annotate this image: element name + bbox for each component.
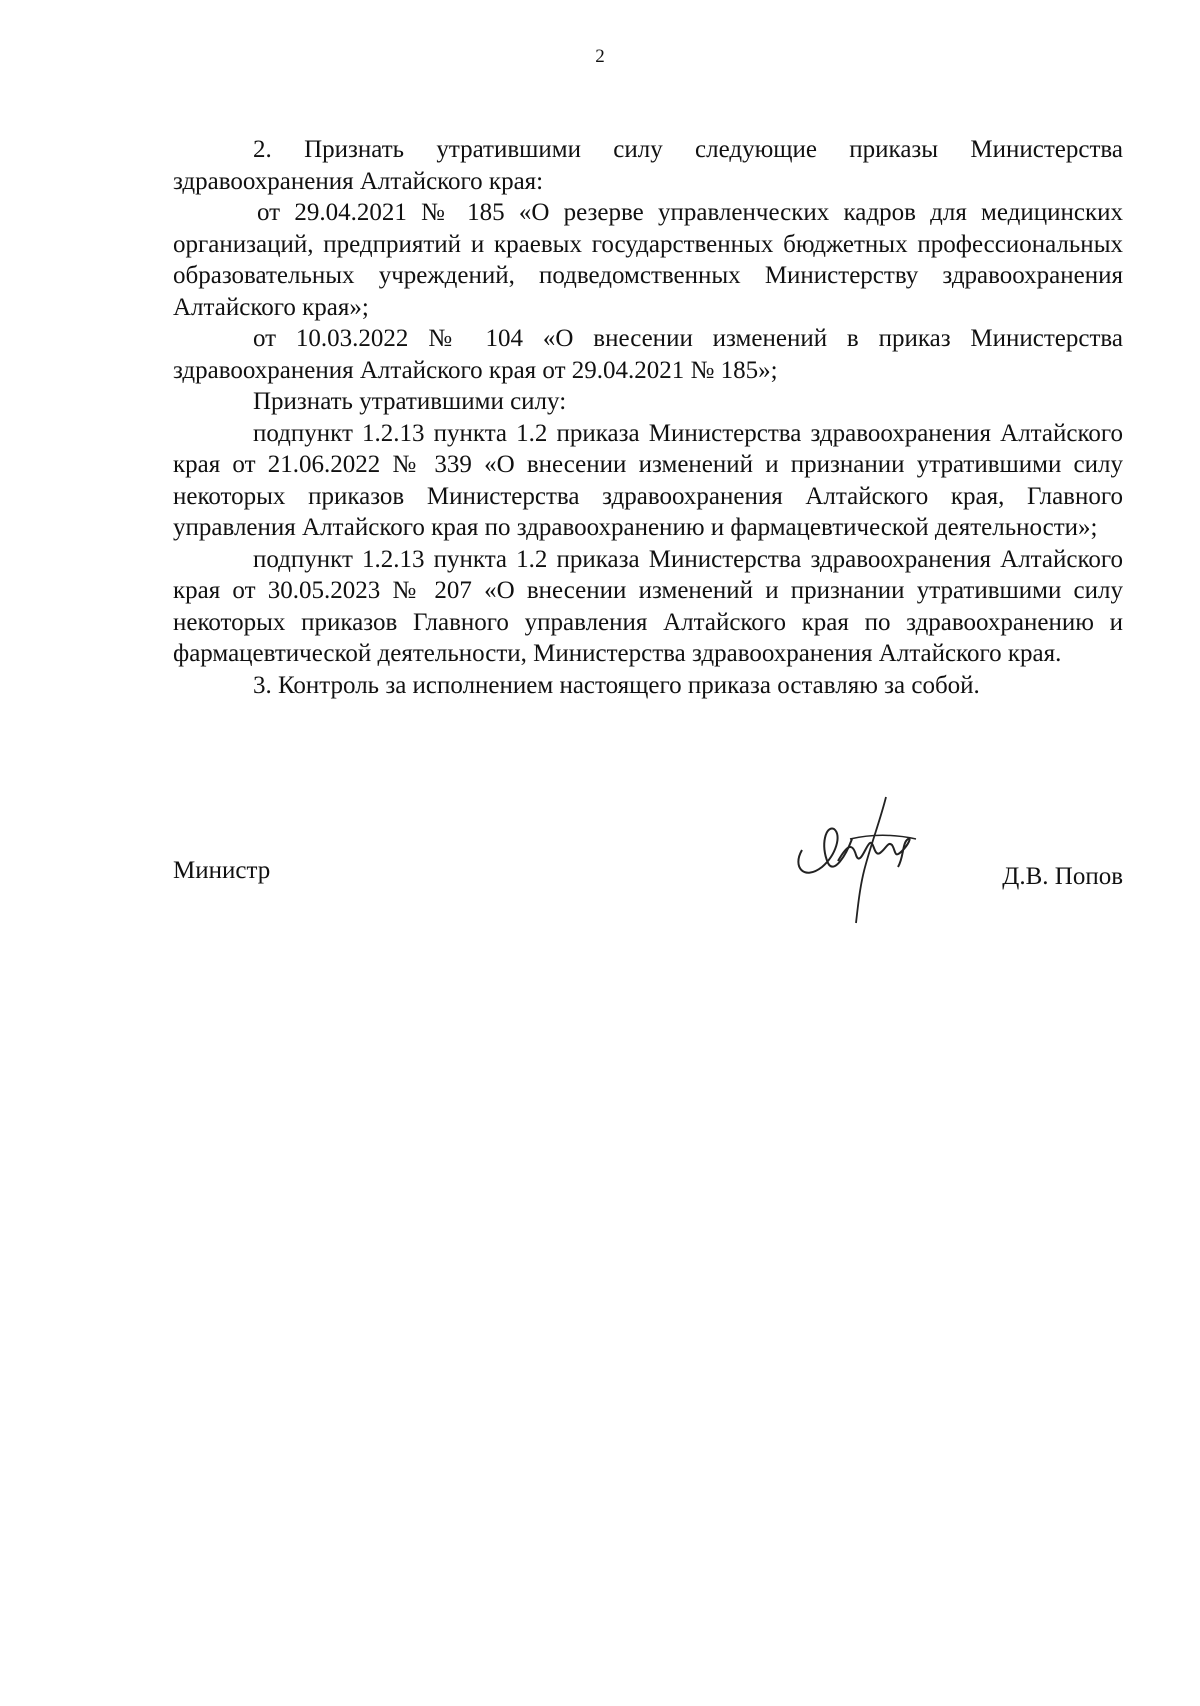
- paragraph-item-2: 2. Признать утратившими силу следующие приказы Министерства здравоохранения Алтайского края:: [173, 136, 1123, 195]
- signer-position: Министр: [173, 857, 271, 884]
- paragraph-repeal-intro: Признать утратившими силу:: [253, 388, 567, 415]
- paragraph-subitem-339: подпункт 1.2.13 пункта 1.2 приказа Министерства здравоохранения Алтайского края от 21.06.2022 № 339 «О внесении изменений и признании утратившими силу некоторых приказов Министерства здравоохранения Алтайского края, Главного управления Алтайского края по здравоохранению и фармацевтической деятельности»;: [173, 419, 1123, 541]
- paragraph-item-3: 3. Контроль за исполнением настоящего приказа оставляю за собой.: [253, 671, 980, 699]
- document-body: [173, 134, 1123, 701]
- paragraph-order-104: от 10.03.2022 № 104 «О внесении изменений в приказ Министерства здравоохранения Алтайского края от 29.04.2021 № 185»;: [173, 325, 1123, 384]
- page-number: 2: [595, 46, 605, 67]
- paragraph-order-185: от 29.04.2021 № 185 «О резерве управленческих кадров для медицинских организаций, предприятий и краевых государственных бюджетных профессиональных образовательных учреждений, подведомственных Министерству здравоохранения Алтайского края»;: [173, 199, 1123, 321]
- signature-block: [173, 795, 1123, 925]
- paragraph-subitem-207: подпункт 1.2.13 пункта 1.2 приказа Министерства здравоохранения Алтайского края от 30.05.2023 № 207 «О внесении изменений и признании утратившими силу некоторых приказов Главного управления Алтайского края по здравоохранению и фармацевтической деятельности, Министерства здравоохранения Алтайского края.: [173, 545, 1123, 667]
- signer-name: Д.В. Попов: [1002, 863, 1123, 890]
- handwritten-signature: [790, 795, 930, 925]
